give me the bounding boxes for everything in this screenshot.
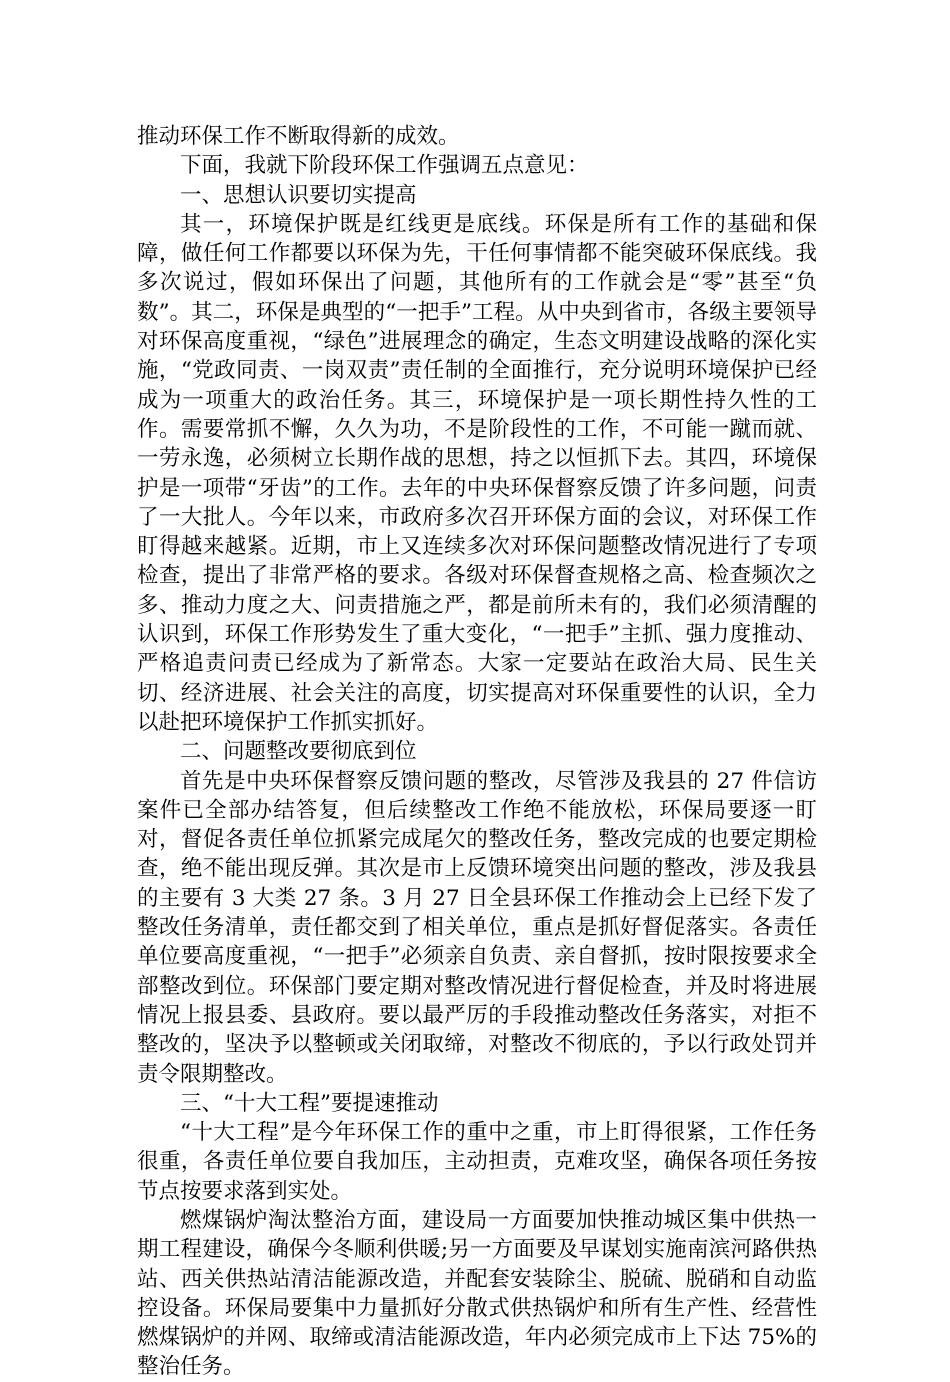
paragraph-intro-continuation: 推动环保工作不断取得新的成效。 — [137, 124, 460, 149]
paragraph-section-2: 首先是中央环保督察反馈问题的整改，尽管涉及我县的 27 件信访案件已全部办结答复，但后续整改工作绝不能放松，环保局要逐一盯对，督促各责任单位抓紧完成尾欠的整改任务，整改完成的也要定期检查，绝不能出现反弹。其次是市上反馈环境突出问题的整改，涉及我县的主要有 3 大类 27 条。3 月 27 日全县环保工作推动会上已经下发了整改任务清单，责任都交到了相关单位，重点是抓好督促落实。各责任单位要高度重视，“一把手”必须亲自负责、亲自督抓，按时限按要求全部整改到位。环保部门要定期对整改情况进行督促检查，并及时将进展情况上报县委、县政府。要以最严厉的手段推动整改任务落实，对拒不整改的，坚决予以整顿或关闭取缔，对整改不彻底的，予以行政处罚并责令限期整改。 — [137, 768, 817, 1087]
paragraph-section-1: 其一，环境保护既是红线更是底线。环保是所有工作的基础和保障，做任何工作都要以环保为先，干任何事情都不能突破环保底线。我多次说过，假如环保出了问题，其他所有的工作就会是“零”甚至“负数”。其二，环保是典型的“一把手”工程。从中央到省市，各级主要领导对环保高度重视，“绿色”进展理念的确定，生态文明建设战略的深化实施，“党政同责、一岗双责”责任制的全面推行，充分说明环境保护已经成为一项重大的政治任务。其三，环境保护是一项长期性持久性的工作。需要常抓不懈，久久为功，不是阶段性的工作，不可能一蹴而就、一劳永逸，必须树立长期作战的思想，持之以恒抓下去。其四，环境保护是一项带“牙齿”的工作。去年的中央环保督察反馈了许多问题，问责了一大批人。今年以来，市政府多次召开环保方面的会议，对环保工作盯得越来越紧。近期，市上又连续多次对环保问题整改情况进行了专项检查，提出了非常严格的要求。各级对环保督查规格之高、检查频次之多、推动力度之大、问责措施之严，都是前所未有的，我们必须清醒的认识到，环保工作形势发生了重大变化，“一把手”主抓、强力度推动、严格追责问责已经成为了新常态。大家一定要站在政治大局、民生关切、经济进展、社会关注的高度，切实提高对环保重要性的认识，全力以赴把环境保护工作抓实抓好。 — [137, 211, 817, 735]
section-heading-1: 一、思想认识要切实提高 — [180, 182, 417, 208]
paragraph-section-3-intro: “十大工程”是今年环保工作的重中之重，市上盯得很紧，工作任务很重，各责任单位要自我加压，主动担责，克难攻坚，确保各项任务按节点按要求落到实处。 — [137, 1120, 817, 1204]
document-page — [137, 122, 817, 1382]
paragraph-coal-boiler: 燃煤锅炉淘汰整治方面，建设局一方面要加快推动城区集中供热一期工程建设，确保今冬顺利供暖;另一方面要及早谋划实施南滨河路供热站、西关供热站清洁能源改造，并配套安装除尘、脱硫、脱硝和自动监控设备。环保局要集中力量抓好分散式供热锅炉和所有生产性、经营性燃煤锅炉的并网、取缔或清洁能源改造，年内必须完成市上下达 75%的整治任务。 — [137, 1207, 817, 1380]
paragraph-five-points-intro: 下面，我就下阶段环保工作强调五点意见： — [180, 153, 589, 179]
section-heading-2: 二、问题整改要彻底到位 — [180, 739, 417, 765]
section-heading-3: 三、“十大工程”要提速推动 — [180, 1090, 439, 1116]
